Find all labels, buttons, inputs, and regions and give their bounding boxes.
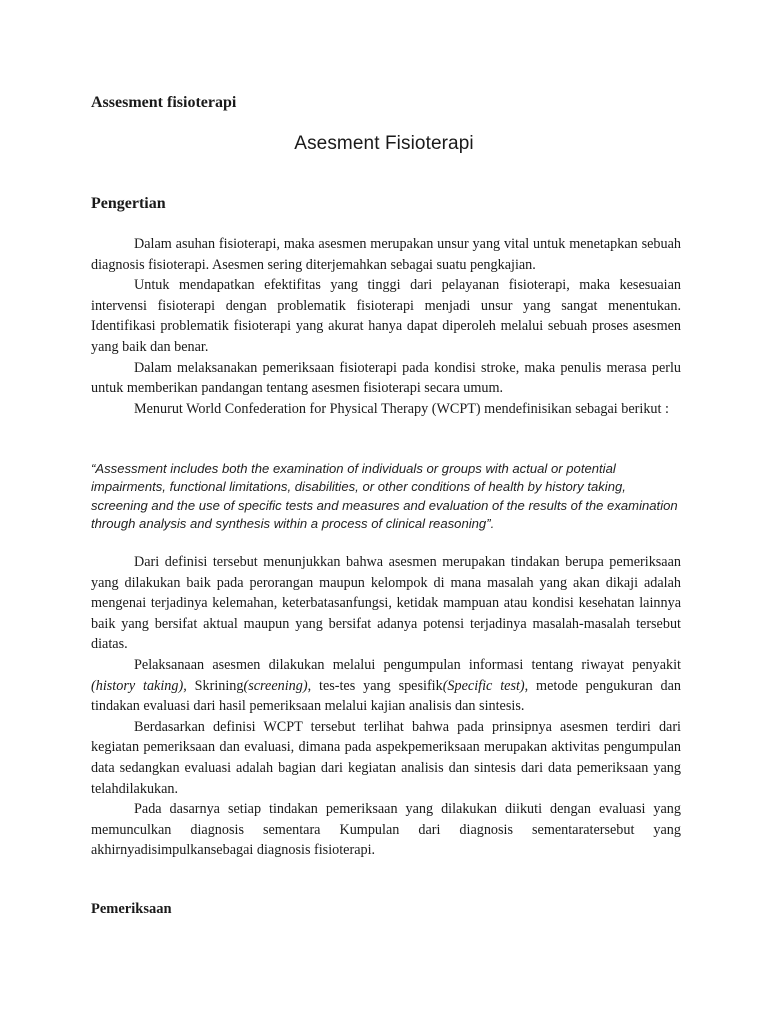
paragraph: Dari definisi tersebut menunjukkan bahwa asesmen merupakan tindakan berupa pemeriksaan yang dilakukan baik pada perorangan maupun kelompok di mana masalah yang akan dikaji adalah mengenai terjadinya kelemahan, keterbatasanfungsi, ketidak mampuan atau kondisi kesehatan lainnya baik yang bersifat aktual maupun yang bersifat adanya potensi terjadinya masalah-masalah tersebut diatas.: [91, 554, 681, 653]
intro-text-block: [91, 234, 681, 419]
paragraph-italic-text: (Specific test): [442, 677, 525, 694]
paragraph-text: , tes-tes yang spesifik: [307, 677, 443, 694]
section-heading-pengertian: Pengertian: [91, 195, 166, 212]
paragraph: Untuk mendapatkan efektifitas yang tinggi dari pelayanan fisioterapi, maka kesesuaian intervensi fisioterapi dengan problematik fisioterapi menjadi unsur yang sangat menentukan. Identifikasi problematik fisioterapi yang akurat hanya dapat diperoleh melalui sebuah proses asesmen yang baik dan benar.: [91, 277, 681, 355]
section-heading-pemeriksaan: Pemeriksaan: [91, 901, 172, 917]
paragraph: Dalam melaksanakan pemeriksaan fisioterapi pada kondisi stroke, maka penulis merasa perlu untuk memberikan pandangan tentang asesmen fisioterapi secara umum.: [91, 359, 681, 397]
paragraph-italic-text: (screening): [243, 677, 308, 694]
analysis-text-block: [91, 552, 681, 861]
wcpt-definition-quote: “Assessment includes both the examination of individuals or groups with actual or potential impairments, functional limitations, disabilities, or other conditions of health by history taking, screening and the use of specific tests and measures and evaluation of the results of the examination through analysis and synthesis within a process of clinical reasoning”.: [91, 461, 678, 531]
paragraph: Dalam asuhan fisioterapi, maka asesmen merupakan unsur yang vital untuk menetapkan sebuah diagnosis fisioterapi. Asesmen sering diterjemahkan sebagai suatu pengkajian.: [91, 236, 681, 273]
page-title: Asesment Fisioterapi: [294, 133, 474, 154]
paragraph: Menurut World Confederation for Physical Therapy (WCPT) mendefinisikan sebagai berikut :: [134, 400, 669, 417]
paragraph-text: Pelaksanaan asesmen dilakukan melalui pengumpulan informasi tentang riwayat penyakit: [134, 656, 681, 673]
paragraph-italic-text: (history taking),: [91, 677, 187, 694]
header-label: Assesment fisioterapi: [91, 94, 237, 111]
paragraph: [91, 655, 681, 717]
paragraph-text: Skrining: [186, 677, 244, 694]
paragraph: Berdasarkan definisi WCPT tersebut terlihat bahwa pada prinsipnya asesmen terdiri dari kegiatan pemeriksaan dan evaluasi, dimana pada aspekpemeriksaan merupakan aktivitas pengumpulan data sedangkan evaluasi adalah bagian dari kegiatan analisis dan sintesis dari data pemeriksaan yang telahdilakukan.: [91, 718, 681, 797]
paragraph-text: , metode pengukuran dan tindakan evaluasi dari hasil pemeriksaan melalui kajian analisis dan sintesis.: [91, 677, 682, 715]
paragraph: Pada dasarnya setiap tindakan pemeriksaan yang dilakukan diikuti dengan evaluasi yang memunculkan diagnosis sementara Kumpulan dari diagnosis sementaratersebut yang akhirnyadisimpulkansebagai diagnosis fisioterapi.: [91, 801, 681, 859]
